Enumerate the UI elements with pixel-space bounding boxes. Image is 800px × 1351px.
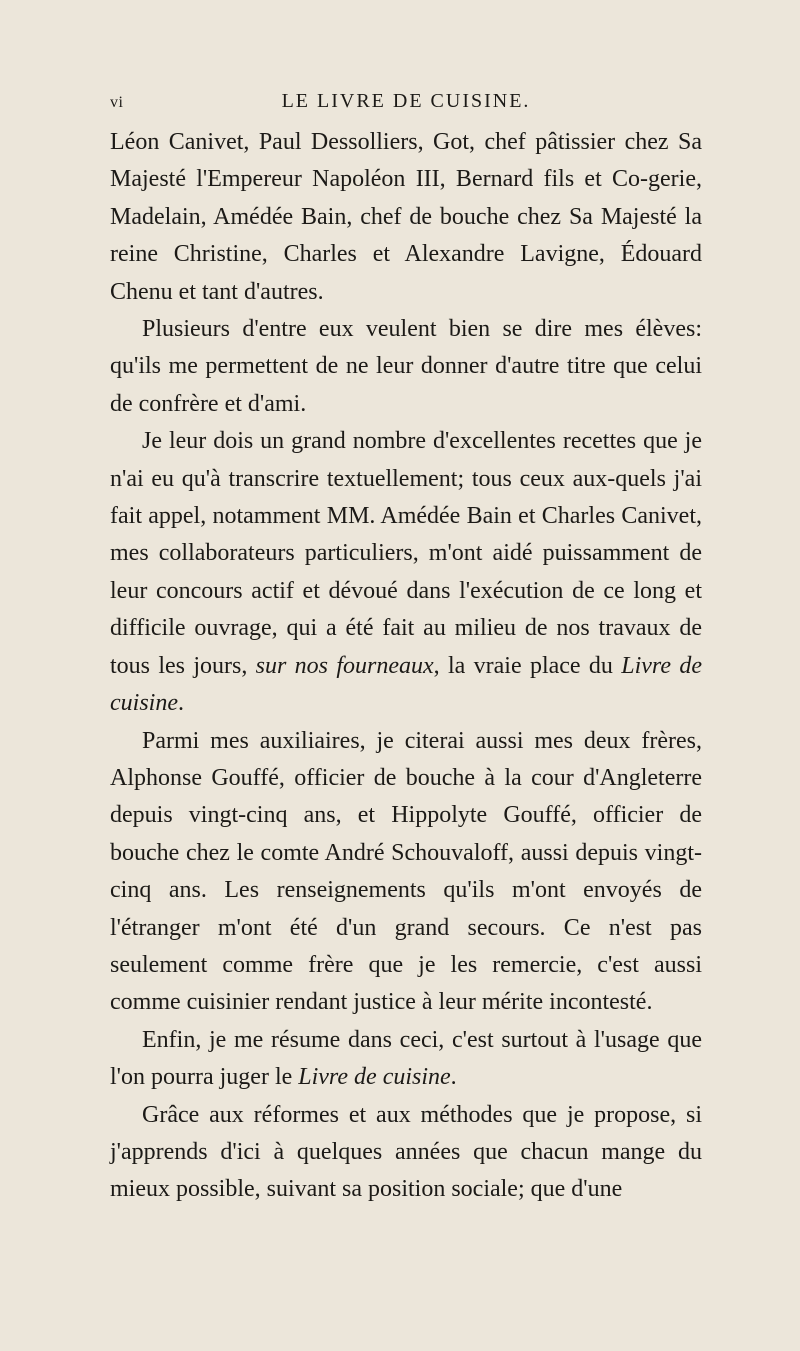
italic-text: Livre de cuisine — [110, 652, 703, 717]
paragraph-text: . — [450, 1064, 457, 1091]
page-number: vi — [110, 94, 124, 111]
paragraph-text: Enfin, je me résume dans ceci, c'est surtout à l'usage que l'on pourra juger le — [110, 1026, 702, 1091]
paragraph-text: Je leur dois un grand nombre d'excellentes recettes que je n'ai eu qu'à transcrire textuellement; tous ceux aux-quels j'ai fait appel, notamment MM. Amédée Bain et Charles Canivet, mes collaborateurs particuliers, m'ont aidé puissamment de leur concours actif et dévoué dans l'exécution de ce long et difficile ouvrage, qui a été fait au milieu de nos travaux de tous les jours, — [110, 428, 702, 679]
paragraph — [110, 124, 702, 311]
paragraph — [110, 1022, 702, 1097]
paragraph-text: Léon Canivet, Paul Dessolliers, Got, chef pâtissier chez Sa Majesté l'Empereur Napoléon III, Bernard fils et Co-gerie, Madelain, Amédée Bain, chef de bouche chez Sa Majesté la reine Christine, Charles et Alexandre Lavigne, Édouard Chenu et tant d'autres. — [110, 129, 702, 305]
paragraph-text: Plusieurs d'entre eux veulent bien se dire mes élèves: qu'ils me permettent de ne leur donner d'autre titre que celui de confrère et d'ami. — [110, 316, 702, 417]
paragraph — [110, 723, 702, 1022]
running-title: LE LIVRE DE CUISINE. — [281, 90, 531, 112]
page-header — [110, 90, 702, 120]
italic-text: Livre de cuisine — [298, 1064, 451, 1091]
paragraph — [110, 1097, 702, 1209]
paragraph-text: , la vraie place du — [433, 652, 622, 679]
paragraph — [110, 311, 702, 423]
paragraph-text: Parmi mes auxiliaires, je citerai aussi mes deux frères, Alphonse Gouffé, officier de bouche à la cour d'Angleterre depuis vingt-cinq ans, et Hippolyte Gouffé, officier de bouche chez le comte André Schouvaloff, aussi depuis vingt-cinq ans. Les renseignements qu'ils m'ont envoyés de l'étranger m'ont été d'un grand secours. Ce n'est pas seulement comme frère que je les remercie, c'est aussi comme cuisinier rendant justice à leur mérite incontesté. — [110, 727, 702, 1016]
paragraph — [110, 423, 702, 722]
body-text — [110, 124, 702, 1209]
paragraph-text: Grâce aux réformes et aux méthodes que je propose, si j'apprends d'ici à quelques années que chacun mange du mieux possible, suivant sa position sociale; que d'une — [110, 1101, 702, 1203]
paragraph-text: . — [177, 690, 184, 717]
italic-text: sur nos fourneaux — [255, 652, 434, 679]
